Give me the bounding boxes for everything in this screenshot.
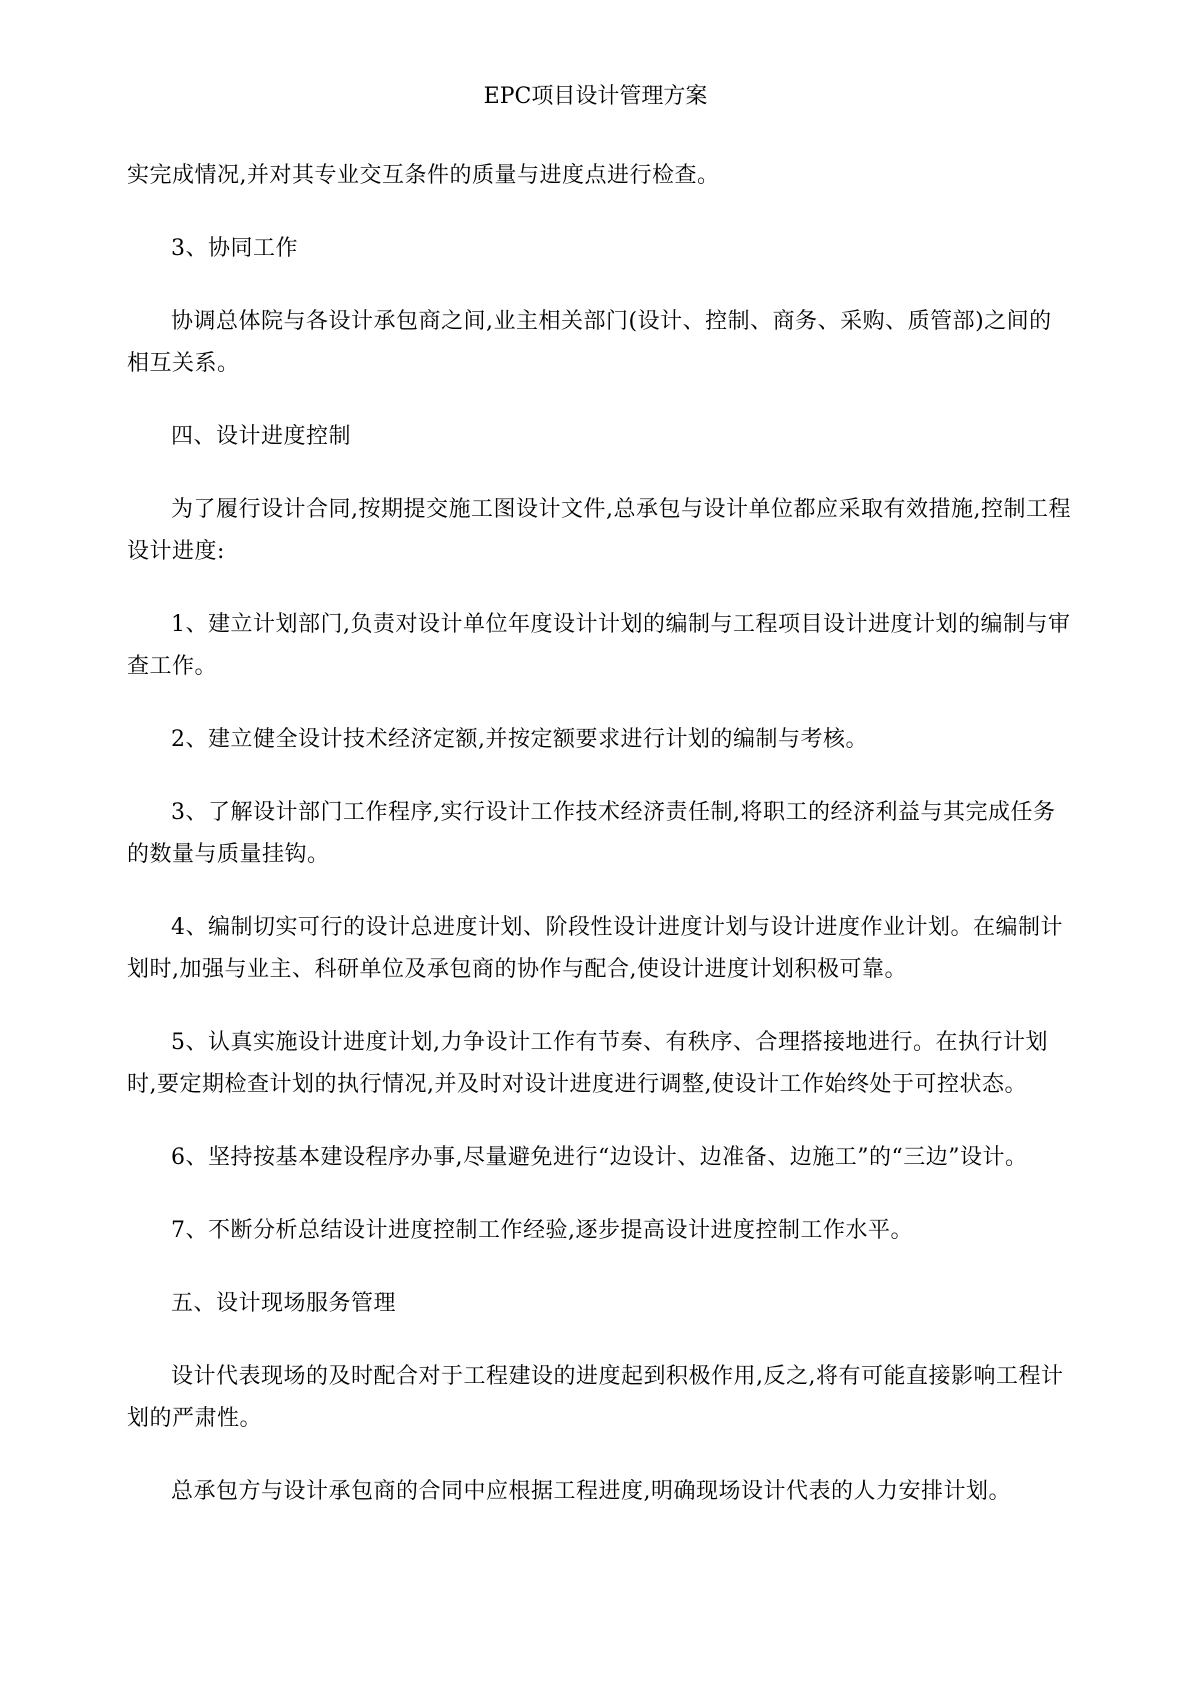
section-heading-site-service: 五、设计现场服务管理	[171, 1291, 397, 1316]
paragraph-progress-intro: 为了履行设计合同,按期提交施工图设计文件,总承包与设计单位都应采取有效措施,控制工程设计进度:	[127, 497, 1071, 564]
page-header-title: EPC项目设计管理方案	[483, 84, 708, 109]
section-heading-progress-control: 四、设计进度控制	[171, 424, 352, 449]
paragraph-collaboration: 协调总体院与各设计承包商之间,业主相关部门(设计、控制、商务、采购、质管部)之间的相互关系。	[127, 309, 1052, 376]
paragraph-contract-staffing: 总承包方与设计承包商的合同中应根据工程进度,明确现场设计代表的人力安排计划。	[171, 1479, 1011, 1504]
paragraph-continuation: 实完成情况,并对其专业交互条件的质量与进度点进行检查。	[127, 163, 720, 188]
list-item-3: 3、了解设计部门工作程序,实行设计工作技术经济责任制,将职工的经济利益与其完成任务的数量与质量挂钩。	[127, 800, 1056, 867]
list-item-2: 2、建立健全设计技术经济定额,并按定额要求进行计划的编制与考核。	[171, 727, 868, 752]
list-item-5: 5、认真实施设计进度计划,力争设计工作有节奏、有秩序、合理搭接地进行。在执行计划时,要定期检查计划的执行情况,并及时对设计进度进行调整,使设计工作始终处于可控状态。	[127, 1030, 1048, 1097]
list-item-7: 7、不断分析总结设计进度控制工作经验,逐步提高设计进度控制工作水平。	[171, 1218, 913, 1243]
list-item-1: 1、建立计划部门,负责对设计单位年度设计计划的编制与工程项目设计进度计划的编制与审查工作。	[127, 612, 1071, 679]
section-heading-collaboration: 3、协同工作	[171, 236, 298, 261]
list-item-6: 6、坚持按基本建设程序办事,尽量避免进行“边设计、边准备、边施工”的“三边”设计。	[171, 1145, 1028, 1170]
document-body	[127, 155, 1072, 1513]
paragraph-site-service: 设计代表现场的及时配合对于工程建设的进度起到积极作用,反之,将有可能直接影响工程计划的严肃性。	[127, 1364, 1064, 1431]
list-item-4: 4、编制切实可行的设计总进度计划、阶段性设计进度计划与设计进度作业计划。在编制计划时,加强与业主、科研单位及承包商的协作与配合,使设计进度计划积极可靠。	[127, 915, 1064, 982]
